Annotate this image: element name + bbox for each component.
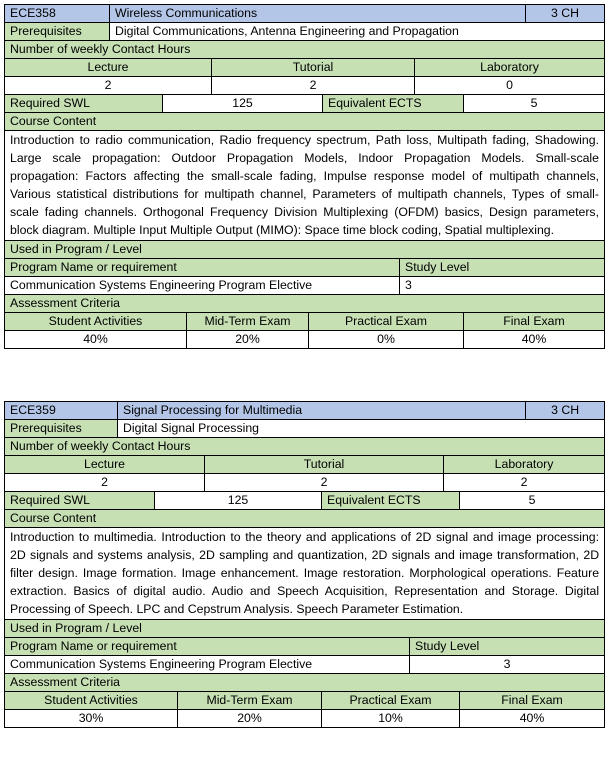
laboratory-hours: 2 (444, 474, 605, 492)
course-content-text: Introduction to radio communication, Radio frequency spectrum, Path loss, Multipath fading, Shadowing. Large scale propagation: Outdoor Propagation Models, Indoor Propagation Models. Small-scale propagation: Factors affecting the small-scale fading, Impulse response model of multipath channels, Various statistical distributions for multipath channel, Parameters of multipath channels, Types of small-scale fading channels. Orthogonal Frequency Division Multiplexing (OFDM) basics, Design parameters, block diagram. Multiple Input Multiple Output (MIMO): Space time block coding, Spatial multiplexing. (5, 131, 605, 241)
assessment-label-row (5, 295, 605, 313)
course-table-ece358 (4, 4, 605, 349)
contact-hours-header-row (5, 59, 605, 77)
course-code: ECE359 (5, 402, 118, 420)
contact-hours-label: Number of weekly Contact Hours (5, 438, 605, 456)
midterm-exam-value: 20% (178, 710, 322, 728)
course-title: Signal Processing for Multimedia (118, 402, 526, 420)
lecture-header: Lecture (5, 456, 205, 474)
assessment-label-row (5, 674, 605, 692)
assessment-criteria-label: Assessment Criteria (5, 295, 605, 313)
ects-label: Equivalent ECTS (323, 95, 464, 113)
contact-hours-value-row (5, 77, 605, 95)
assessment-header-row (5, 313, 605, 331)
student-activities-header: Student Activities (5, 692, 178, 710)
program-name: Communication Systems Engineering Program Elective (5, 277, 400, 295)
laboratory-header: Laboratory (415, 59, 605, 77)
practical-exam-value: 10% (322, 710, 460, 728)
assessment-value-row (5, 710, 605, 728)
lecture-hours: 2 (5, 474, 205, 492)
contact-hours-label-row (5, 438, 605, 456)
prerequisites-value: Digital Signal Processing (118, 420, 605, 438)
program-name-header: Program Name or requirement (5, 259, 400, 277)
laboratory-header: Laboratory (444, 456, 605, 474)
program-header-row (5, 638, 605, 656)
final-exam-value: 40% (460, 710, 605, 728)
ects-value: 5 (464, 95, 605, 113)
lecture-hours: 2 (5, 77, 212, 95)
program-label-row (5, 241, 605, 259)
course-content-label: Course Content (5, 113, 605, 131)
contact-hours-header-row (5, 456, 605, 474)
midterm-exam-value: 20% (187, 331, 309, 349)
course-header-row (5, 5, 605, 23)
content-label-row (5, 510, 605, 528)
tutorial-hours: 2 (212, 77, 415, 95)
course-header-row (5, 402, 605, 420)
study-level: 3 (400, 277, 605, 295)
swl-ects-row (5, 95, 605, 113)
final-exam-value: 40% (464, 331, 605, 349)
program-value-row (5, 277, 605, 295)
swl-value: 125 (163, 95, 323, 113)
ects-label: Equivalent ECTS (322, 492, 460, 510)
program-name-header: Program Name or requirement (5, 638, 410, 656)
prerequisites-value: Digital Communications, Antenna Engineering and Propagation (110, 23, 605, 41)
prerequisites-label: Prerequisites (5, 420, 118, 438)
course-title: Wireless Communications (110, 5, 526, 23)
laboratory-hours: 0 (415, 77, 605, 95)
practical-exam-header: Practical Exam (309, 313, 464, 331)
ects-value: 5 (460, 492, 605, 510)
content-row (5, 528, 605, 620)
program-header-row (5, 259, 605, 277)
tutorial-hours: 2 (205, 474, 444, 492)
prerequisites-row (5, 23, 605, 41)
midterm-exam-header: Mid-Term Exam (187, 313, 309, 331)
credit-hours: 3 CH (526, 5, 605, 23)
practical-exam-value: 0% (309, 331, 464, 349)
program-name: Communication Systems Engineering Program Elective (5, 656, 410, 674)
contact-hours-label-row (5, 41, 605, 59)
midterm-exam-header: Mid-Term Exam (178, 692, 322, 710)
study-level-header: Study Level (400, 259, 605, 277)
contact-hours-label: Number of weekly Contact Hours (5, 41, 605, 59)
course-code: ECE358 (5, 5, 110, 23)
course-content-text: Introduction to multimedia. Introduction to the theory and applications of 2D signal and image processing: 2D signals and systems analysis, 2D sampling and quantization, 2D signals and image transformation, 2D filter design. Image formation. Image enhancement. Image restoration. Morphological operations. Feature extraction. Basics of digital audio. Audio and Speech Acquisition, Representation and Storage. Digital Processing of Speech. LPC and Cepstrum Analysis. Speech Parameter Estimation. (5, 528, 605, 620)
swl-value: 125 (155, 492, 322, 510)
program-level-label: Used in Program / Level (5, 620, 605, 638)
assessment-value-row (5, 331, 605, 349)
study-level-header: Study Level (410, 638, 605, 656)
course-content-label: Course Content (5, 510, 605, 528)
content-row (5, 131, 605, 241)
student-activities-value: 30% (5, 710, 178, 728)
tutorial-header: Tutorial (212, 59, 415, 77)
program-label-row (5, 620, 605, 638)
final-exam-header: Final Exam (464, 313, 605, 331)
assessment-header-row (5, 692, 605, 710)
program-value-row (5, 656, 605, 674)
final-exam-header: Final Exam (460, 692, 605, 710)
swl-label: Required SWL (5, 492, 155, 510)
prerequisites-row (5, 420, 605, 438)
program-level-label: Used in Program / Level (5, 241, 605, 259)
prerequisites-label: Prerequisites (5, 23, 110, 41)
course-table-ece359 (4, 401, 605, 728)
student-activities-header: Student Activities (5, 313, 187, 331)
credit-hours: 3 CH (526, 402, 605, 420)
practical-exam-header: Practical Exam (322, 692, 460, 710)
swl-ects-row (5, 492, 605, 510)
lecture-header: Lecture (5, 59, 212, 77)
swl-label: Required SWL (5, 95, 163, 113)
content-label-row (5, 113, 605, 131)
student-activities-value: 40% (5, 331, 187, 349)
assessment-criteria-label: Assessment Criteria (5, 674, 605, 692)
contact-hours-value-row (5, 474, 605, 492)
study-level: 3 (410, 656, 605, 674)
tutorial-header: Tutorial (205, 456, 444, 474)
